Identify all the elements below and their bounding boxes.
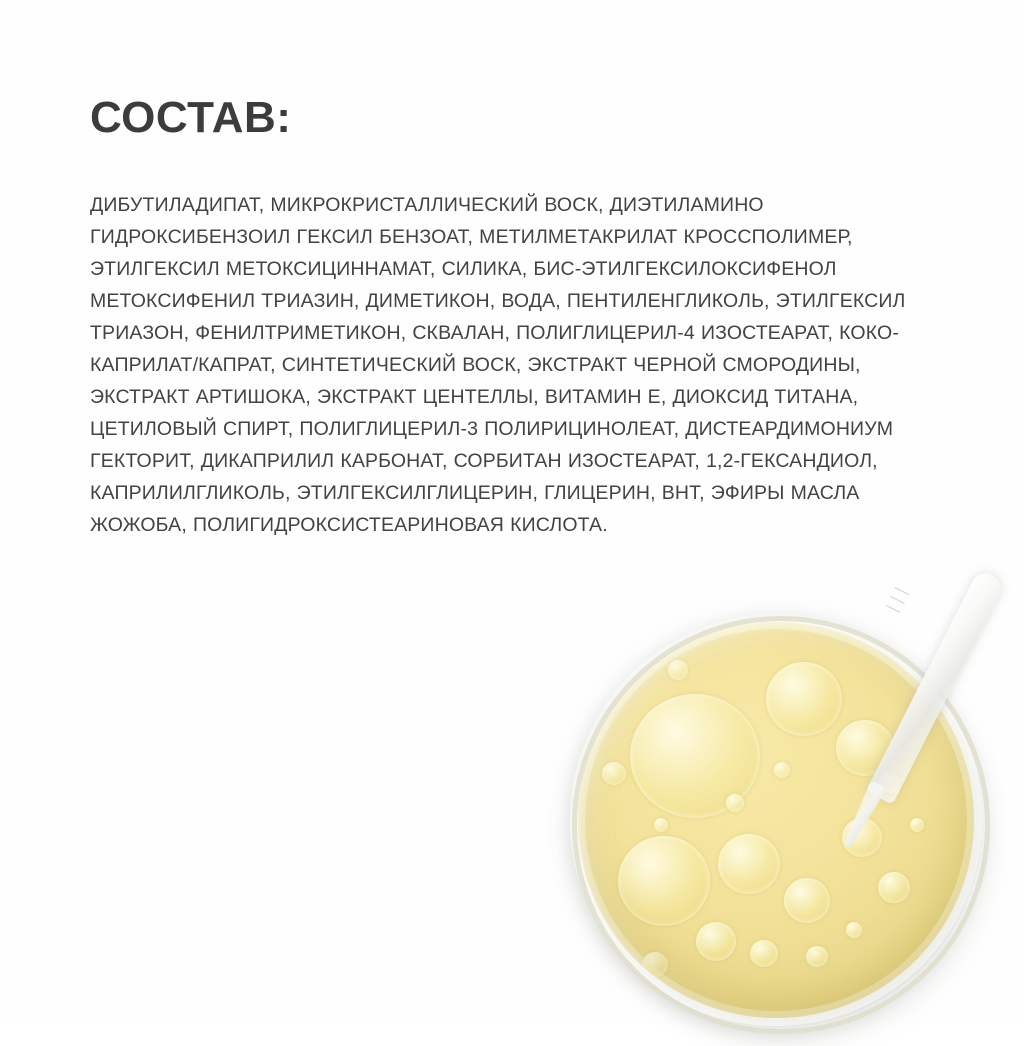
oil-bubble [766,662,842,736]
oil-bubble [774,762,790,778]
oil-bubble [846,922,862,938]
oil-bubble [696,922,736,961]
pipette-graduation-marks [868,577,917,641]
product-photo [564,566,1024,1036]
oil-bubble [726,794,744,812]
oil-bubble [654,818,668,832]
petri-dish-oil [578,622,974,1018]
ingredients-list-text: ДИБУТИЛАДИПАТ, МИКРОКРИСТАЛЛИЧЕСКИЙ ВОСК, ДИЭТИЛАМИНО ГИДРОКСИБЕНЗОИЛ ГЕКСИЛ БЕНЗОАТ, МЕТИЛМЕТАКРИЛАТ КРОССПОЛИМЕР, ЭТИЛГЕКСИЛ МЕТОКСИЦИННАМАТ, СИЛИКА, БИС-ЭТИЛГЕКСИЛОКСИФЕНОЛ МЕТОКСИФЕНИЛ ТРИАЗИН, ДИМЕТИКОН, ВОДА, ПЕНТИЛЕНГЛИКОЛЬ, ЭТИЛГЕКСИЛ ТРИАЗОН, ФЕНИЛТРИМЕТИКОН, СКВАЛАН, ПОЛИГЛИЦЕРИЛ-4 ИЗОСТЕАРАТ, КОКО-КАПРИЛАТ/КАПРАТ, СИНТЕТИЧЕСКИЙ ВОСК, ЭКСТРАКТ ЧЕРНОЙ СМОРОДИНЫ, ЭКСТРАКТ АРТИШОКА, ЭКСТРАКТ ЦЕНТЕЛЛЫ, ВИТАМИН Е, ДИОКСИД ТИТАНА, ЦЕТИЛОВЫЙ СПИРТ, ПОЛИГЛИЦЕРИЛ-3 ПОЛИРИЦИНОЛЕАТ, ДИСТЕАРДИМОНИУМ ГЕКТОРИТ, ДИКАПРИЛИЛ КАРБОНАТ, СОРБИТАН ИЗОСТЕАРАТ, 1,2-ГЕКСАНДИОЛ, КАПРИЛИЛГЛИКОЛЬ, ЭТИЛГЕКСИЛГЛИЦЕРИН, ГЛИЦЕРИН, BHT, ЭФИРЫ МАСЛА ЖОЖОБА, ПОЛИГИДРОКСИСТЕАРИНОВАЯ КИСЛОТА. [90,194,906,537]
oil-bubble [910,818,924,832]
oil-bubble [806,946,828,967]
ingredients-block [90,95,950,541]
oil-bubble [642,952,668,977]
oil-bubble [618,836,710,926]
oil-bubble [630,694,760,818]
oil-bubble [668,660,688,680]
oil-bubble [718,834,780,894]
oil-bubble [750,940,778,967]
page-title: СОСТАВ: [90,93,292,142]
oil-bubble [602,762,626,785]
oil-bubble [784,878,830,923]
oil-bubble [878,872,910,903]
